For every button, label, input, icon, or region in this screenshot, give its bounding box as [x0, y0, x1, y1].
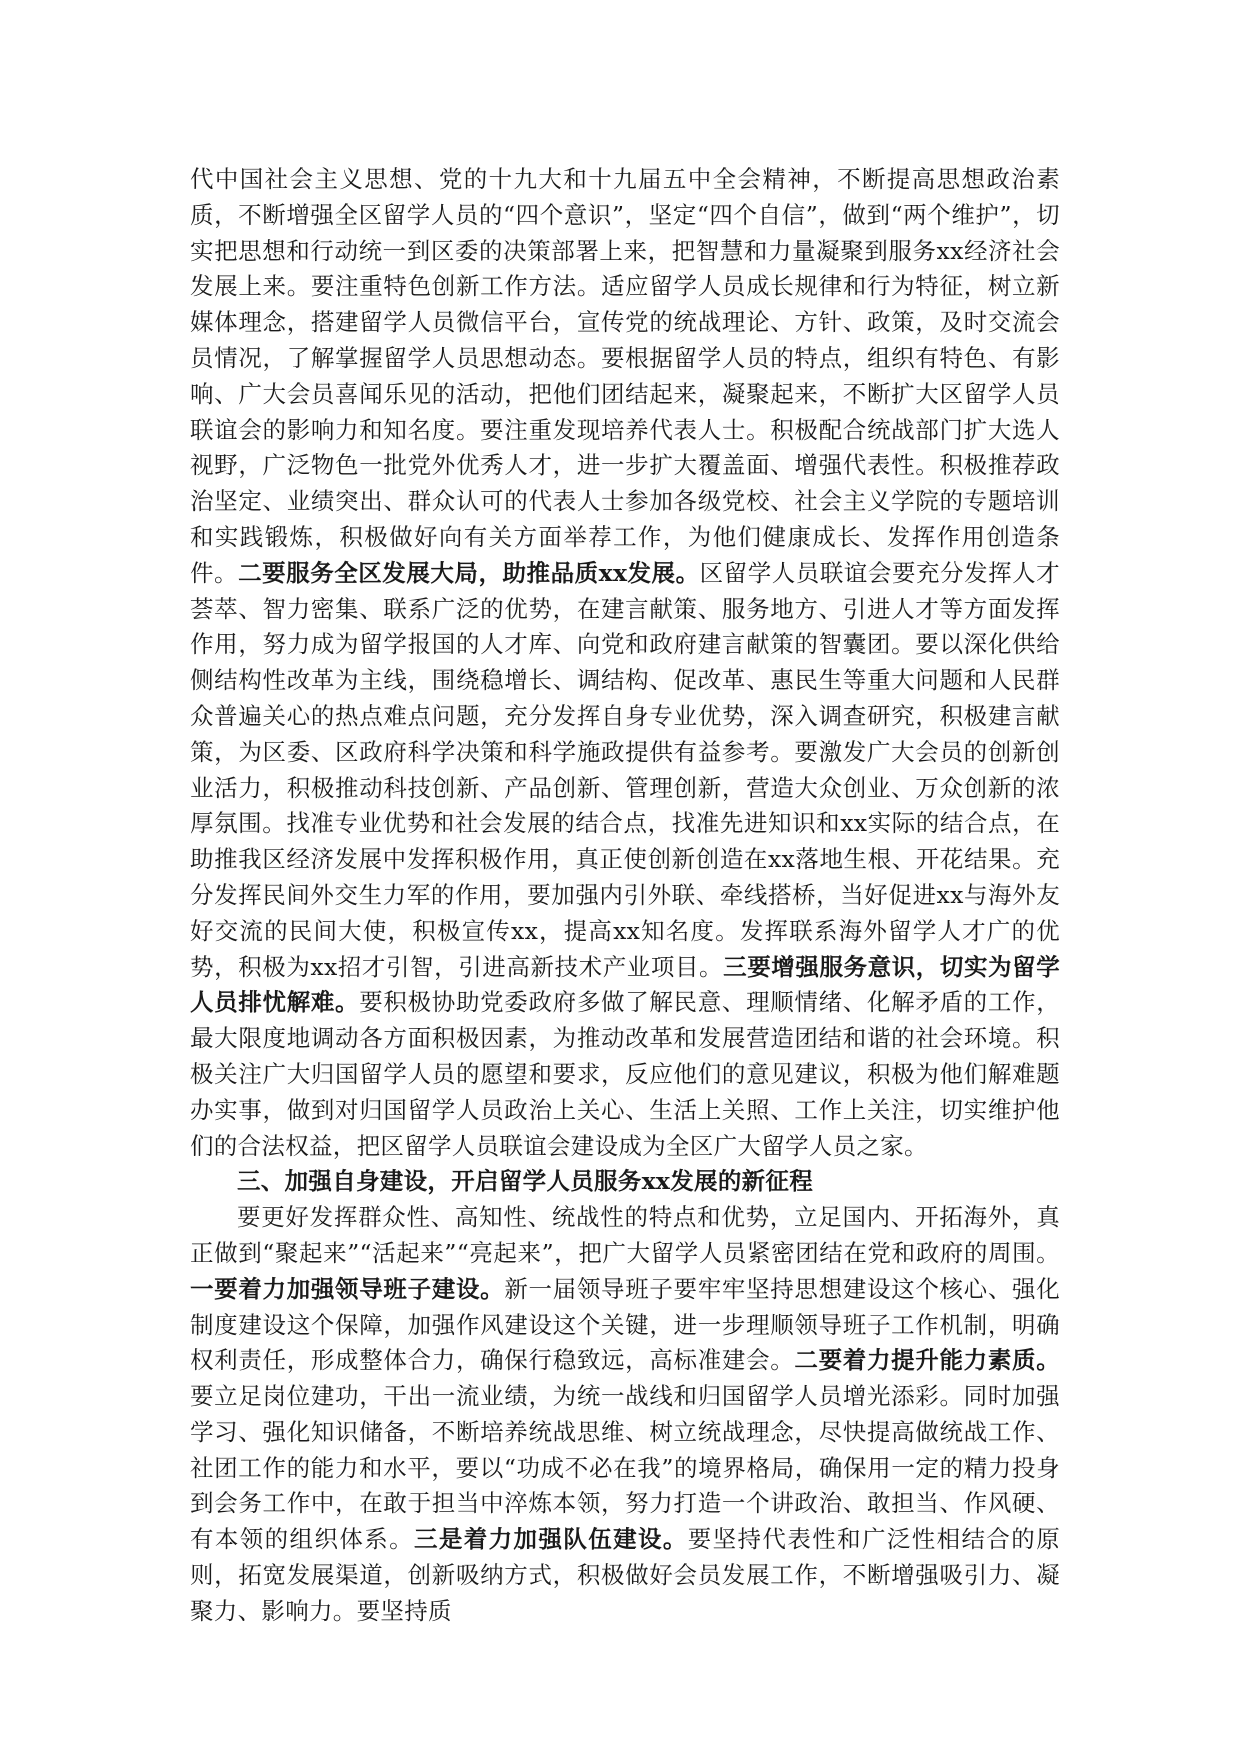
body-text: 代中国社会主义思想、党的十九大和十九届五中全会精神，不断提高思想政治素质，不断增强全区留学人员的“四个意识”，坚定“四个自信”，做到“两个维护”，切实把思想和行动统一到区委的决策部署上来，把智慧和力量凝聚到服务xx经济社会发展上来。要注重特色创新工作方法。适应留学人员成长规律和行为特征，树立新媒体理念，搭建留学人员微信平台，宣传党的统战理论、方针、政策，及时交流会员情况，了解掌握留学人员思想动态。要根据留学人员的特点，组织有特色、有影响、广大会员喜闻乐见的活动，把他们团结起来，凝聚起来，不断扩大区留学人员联谊会的影响力和知名度。要注重发现培养代表人士。积极配合统战部门扩大选人视野，广泛物色一批党外优秀人才，进一步扩大覆盖面、增强代表性。积极推荐政治坚定、业绩突出、群众认可的代表人士参加各级党校、社会主义学院的专题培训和实践锻炼，积极做好向有关方面举荐工作，为他们健康成长、发挥作用创造条件。	[190, 165, 1060, 587]
body-text: 要坚持代表性和广泛性相结合的原则，拓宽发展渠道，创新吸纳方式，积极做好会员发展工作，不断增强吸引力、凝聚力、影响力。要坚持质	[190, 1525, 1060, 1625]
bold-point-two: 二要着力提升能力素质。	[794, 1346, 1060, 1375]
document-body	[190, 162, 1060, 1630]
section-heading: 三、加强自身建设，开启留学人员服务xx发展的新征程	[237, 1167, 814, 1196]
body-text: 要积极协助党委政府多做了解民意、理顺情绪、化解矛盾的工作，最大限度地调动各方面积极因素，为推动改革和发展营造团结和谐的社会环境。积极关注广大归国留学人员的愿望和要求，反应他们的意见建议，积极为他们解难题办实事，做到对归国留学人员政治上关心、生活上关照、工作上关注，切实维护他们的合法权益，把区留学人员联谊会建设成为全区广大留学人员之家。	[190, 988, 1060, 1160]
body-text: 区留学人员联谊会要充分发挥人才荟萃、智力密集、联系广泛的优势，在建言献策、服务地方、引进人才等方面发挥作用，努力成为留学报国的人才库、向党和政府建言献策的智囊团。要以深化供给侧结构性改革为主线，围绕稳增长、调结构、促改革、惠民生等重大问题和人民群众普遍关心的热点难点问题，充分发挥自身专业优势，深入调查研究，积极建言献策，为区委、区政府科学决策和科学施政提供有益参考。要激发广大会员的创新创业活力，积极推动科技创新、产品创新、管理创新，营造大众创业、万众创新的浓厚氛围。找准专业优势和社会发展的结合点，找准先进知识和xx实际的结合点，在助推我区经济发展中发挥积极作用，真正使创新创造在xx落地生根、开花结果。充分发挥民间外交生力军的作用，要加强内引外联、牵线搭桥，当好促进xx与海外友好交流的民间大使，积极宣传xx，提高xx知名度。发挥联系海外留学人才广的优势，积极为xx招才引智，引进高新技术产业项目。	[190, 558, 1060, 981]
paragraph-section-three	[190, 1200, 1060, 1630]
body-text: 要更好发挥群众性、高知性、统战性的特点和优势，立足国内、开拓海外，真正做到“聚起来”“活起来”“亮起来”，把广大留学人员紧密团结在党和政府的周围。	[190, 1203, 1060, 1267]
bold-point-two: 二要服务全区发展大局，助推品质xx发展。	[238, 558, 700, 587]
bold-point-one: 一要着力加强领导班子建设。	[190, 1274, 505, 1303]
paragraph-continuation	[190, 162, 1060, 1164]
body-text: 要立足岗位建功，干出一流业绩，为统一战线和归国留学人员增光添彩。同时加强学习、强化知识储备，不断培养统战思维、树立统战理念，尽快提高做统战工作、社团工作的能力和水平，要以“功成不必在我”的境界格局，确保用一定的精力投身到会务工作中，在敢于担当中淬炼本领，努力打造一个讲政治、敢担当、作风硬、有本领的组织体系。	[190, 1382, 1060, 1554]
bold-point-three: 三要增强服务意识，切实为留学人员排忧解难。	[190, 952, 1060, 1017]
body-text: 新一届领导班子要牢牢坚持思想建设这个核心、强化制度建设这个保障，加强作风建设这个关键，进一步理顺领导班子工作机制，明确权利责任，形成整体合力，确保行稳致远，高标准建会。	[190, 1274, 1061, 1375]
bold-point-three: 三是着力加强队伍建设。	[414, 1525, 688, 1554]
